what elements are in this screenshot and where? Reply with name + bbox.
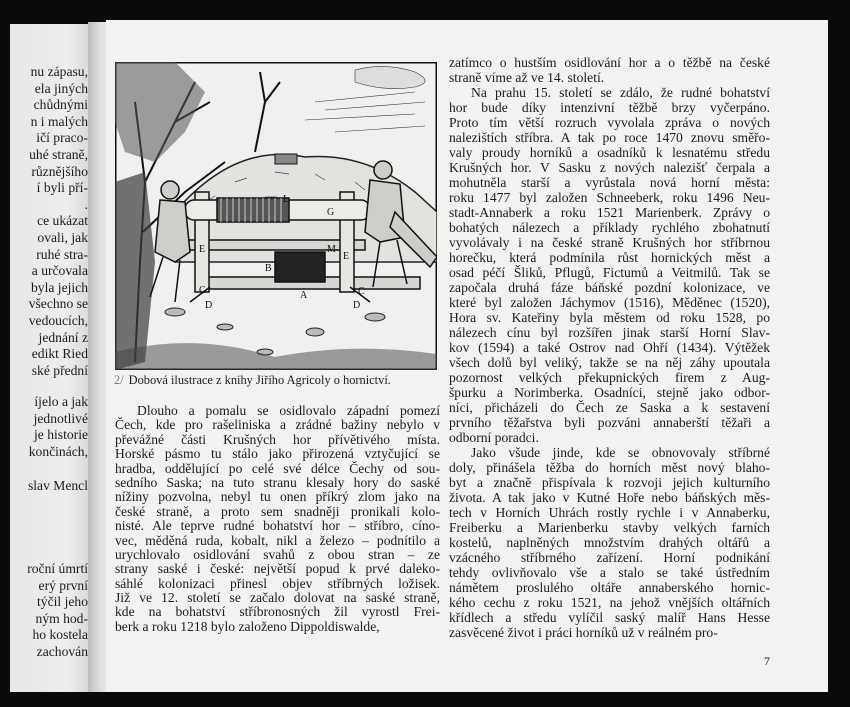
previous-page-line: slav Mencl	[27, 478, 88, 493]
previous-page-line: uhé straně,	[29, 146, 88, 162]
previous-page-signature	[10, 478, 88, 495]
text-line: valy proudy horníků a osadníků k lesnatému středu	[449, 145, 770, 160]
previous-page-edge	[10, 24, 92, 692]
previous-page-line: byla jejich	[31, 279, 88, 295]
text-line: odborní poradci.	[449, 430, 539, 445]
text-line: všech dolů byl veliký, takže se na něj záhy upoutala	[449, 355, 770, 370]
text-line: strany saské i české: největší popud k prvé daleko-	[115, 561, 440, 577]
figure-label: A	[300, 290, 308, 301]
previous-page-line: edikt Ried	[31, 346, 88, 362]
figure-label: G	[327, 207, 335, 218]
text-line: vec, měděná ruda, kobalt, nikl a železo – podnítilo a	[115, 532, 440, 548]
previous-page-line: .	[84, 196, 88, 212]
text-line: Krušných hor. V Sasku z nových nalezišť čerpala a	[449, 160, 770, 175]
previous-page-line: jednání z	[38, 329, 88, 345]
text-line: Dlouho a pomalu se osidlovalo západní pomezí	[137, 403, 440, 418]
previous-page-line: ičí praco-	[36, 130, 88, 146]
text-line: Čech, kde pro rašeliniska a zrádné bažiny nebylo v	[115, 417, 440, 433]
text-line: berk a roku 1218 bylo založeno Dippoldiswalde,	[115, 618, 380, 634]
text-line: prvního těžařstva byli pozváni annaberští těžaři a	[449, 415, 770, 430]
figure-label: E	[343, 251, 350, 262]
text-line: doly, přinášela těžba do horních měst nový blaho-	[449, 460, 770, 475]
previous-page-line: erý první	[38, 577, 88, 593]
text-line: sedního Saska; na tuto stranu klesaly hory do saské	[115, 474, 440, 490]
previous-page-text-block	[10, 561, 88, 661]
figure-caption-text: Dobová ilustrace z knihy Jiřího Agricoly o hornictví.	[128, 373, 391, 387]
text-line: tehdy ovlivňovalo vše a stalo se také ústředním	[449, 565, 770, 580]
text-line: horečku, která podmínila růst hornických měst a	[449, 250, 770, 265]
page-number: 7	[764, 654, 770, 668]
text-line: Na prahu 15. století se zdálo, že rudné bohatství	[471, 85, 770, 100]
figure-label: D	[205, 300, 213, 311]
figure-number: 2/	[114, 373, 124, 387]
previous-page-line: ela jiných	[34, 80, 88, 96]
previous-page-line: ruhé stra-	[36, 246, 88, 262]
text-line: osad péčí Šliků, Pflugů, Fictumů a Veitmilů. Tak se	[449, 265, 770, 280]
woodcut-illustration-mining-windlass	[115, 62, 437, 370]
previous-page-line: chůdnými	[33, 97, 88, 113]
figure-label: B	[265, 263, 272, 274]
text-line: roku 1477 byl založen Schneeberk, roku 1496 Neu-	[449, 190, 770, 205]
text-line: urychlovalo osidlování svahů z obou stran – ze	[115, 546, 440, 562]
previous-page-line: ovali, jak	[37, 229, 88, 245]
right-text-column	[449, 55, 770, 640]
previous-page-line: týčil jeho	[37, 594, 88, 610]
text-line: kde na bohatství stříbronosných žil vyrostl Frei-	[115, 604, 440, 620]
figure-label: M	[327, 244, 336, 255]
text-line: Již ve 12. století se začalo dolovat na saské straně,	[115, 590, 440, 606]
previous-page-line: roční úmrtí	[27, 561, 88, 576]
text-line: byt a značně přispívala k rozvoji jejich kulturního	[449, 475, 770, 490]
previous-page-text-block	[10, 394, 88, 460]
previous-page-line: a určovala	[31, 263, 88, 279]
text-line: křídlech a středu vylíčil saský malíř Hans Hesse	[449, 610, 770, 625]
previous-page-line: nu zápasu,	[30, 64, 88, 79]
previous-page-line: končinách,	[28, 443, 88, 459]
text-line: vzácného stříbrného zařízení. Horní podnikání	[449, 550, 770, 565]
text-line: nálezech cínu byl rozšířen jinak starší Horní Slav-	[449, 325, 770, 340]
figure-label: C	[358, 286, 365, 297]
text-line: české straně, a proto sem snadněji pronikali kolo-	[115, 503, 440, 519]
text-line: hradba, oddělující po celé své délce Čechy od sou-	[115, 460, 440, 476]
text-line: hor bude díky intenzivní těžbě brzy vyčerpáno.	[449, 100, 770, 115]
text-line: tech v Horních Uhrách rostly rychle i v Annaberku,	[449, 505, 770, 520]
previous-page-line: í byli pří-	[36, 180, 88, 196]
text-line: mohutněla starší a vyrůstala nová horní města:	[449, 175, 770, 190]
previous-page-line: zachován	[36, 643, 88, 659]
previous-page-line: íjelo a jak	[34, 394, 88, 409]
left-text-column	[115, 404, 440, 634]
text-line: zatímco o hustším osidlování hor a o těžbě na české	[449, 55, 770, 70]
previous-page-line: různějšího	[31, 163, 88, 179]
text-line: straně víme až ve 14. století.	[449, 70, 605, 85]
previous-page-line: n i malých	[30, 113, 88, 129]
text-line: Horské pásmo tu stálo jako přirozená vztyčující se	[115, 446, 440, 462]
text-line: nisté. Ale teprve rudné bohatství hor – stříbro, cíno-	[115, 518, 440, 534]
text-line: bohatých nálezech a příklady rychlého zbohatnutí	[449, 220, 770, 235]
previous-page-line: ho kostela	[32, 627, 88, 643]
text-line: kostelů, naplněných množstvím drahých oltářů a	[449, 535, 770, 550]
text-line: pozornost velkých překupnických firem z Aug-	[449, 370, 770, 385]
text-line: zasvěcené život i práci horníků už v reálném pro-	[449, 625, 718, 640]
previous-page-line: ské přední	[31, 362, 88, 378]
figure-label: E	[199, 244, 206, 255]
text-line: nížiny pozvolna, nebyl tu onen příkrý zlom jako na	[115, 489, 440, 505]
text-line: Proto tím větší rozruch vyvolala zpráva o nových	[449, 115, 770, 130]
figure-label: L	[283, 194, 290, 205]
figure-label: C	[199, 285, 206, 296]
text-line: kov (1594) a také Ostrov nad Ohří (1434). Výtěžek	[449, 340, 770, 355]
previous-page-text-block	[10, 64, 88, 379]
text-line: Hora sv. Kateřiny byla městem od roku 1528, po	[449, 310, 770, 325]
text-line: Freiberku a Marienberku stavby velkých farních	[449, 520, 770, 535]
text-line: níci, přicházeli do Čech ze Saska a k sestavení	[449, 400, 770, 415]
text-line: stadt-Annaberk a roku 1521 Marienberk. Zprávy o	[449, 205, 770, 220]
text-line: převážné části Krušných hor přívětivého místa.	[115, 431, 440, 447]
text-line: života. A tak jako v Kutné Hoře nebo báňských měs-	[449, 490, 770, 505]
text-line: nalezištích stříbra. A tak po roce 1470 znovu směřo-	[449, 130, 770, 145]
text-line: započala druhá fáze báňské pozdní kolonizace, ve	[449, 280, 770, 295]
figure-caption	[114, 373, 391, 388]
previous-page-line: ným hod-	[35, 610, 88, 626]
figure-label: D	[353, 300, 361, 311]
text-line: sáhlé kolonizaci přinesl objev stříbrných ložisek.	[115, 575, 440, 591]
text-line: které byl založen Jáchymov (1516), Měděnec (1520),	[449, 295, 770, 310]
text-line: vyvolávaly i na české straně Krušných hor stříbrnou	[449, 235, 770, 250]
text-line: špurku a Norimberka. Osadníci, stejně jako odbor-	[449, 385, 770, 400]
previous-page-line: vedoucích,	[28, 312, 88, 328]
text-line: Jako všude jinde, kde se obnovovaly stříbrné	[471, 445, 770, 460]
text-line: kého cechu z roku 1521, na jehož vnějších oltářních	[449, 595, 770, 610]
text-line: námětem proslulého oltáře annaberského hornic-	[449, 580, 770, 595]
previous-page-line: je historie	[34, 427, 88, 443]
previous-page-line: ce ukázat	[37, 213, 88, 229]
previous-page-line: jednotlivé	[33, 410, 88, 426]
previous-page-line: všechno se	[28, 296, 88, 312]
